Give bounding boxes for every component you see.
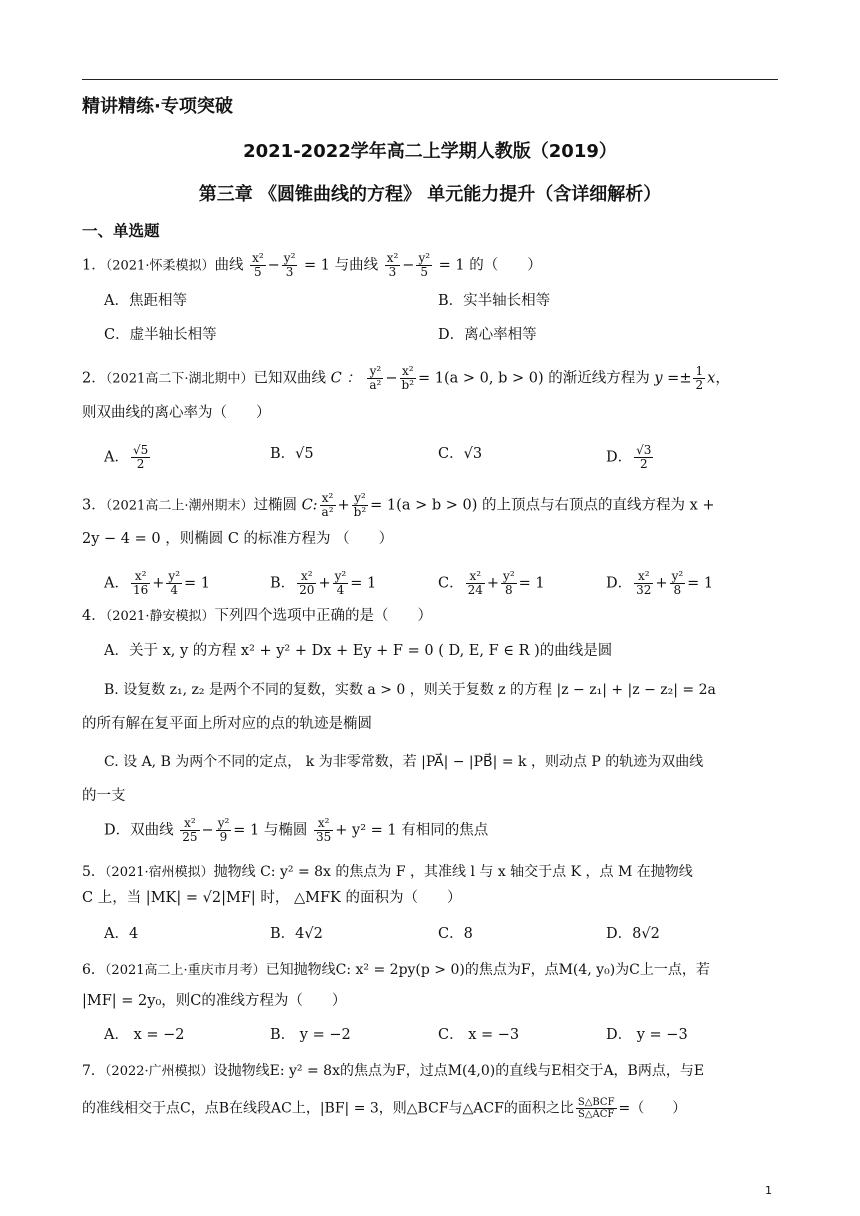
question-7: 7．（2022·广州模拟）设抛物线E: y² = 8x的焦点为F，过点M(4,0)的直线与E相交于A，B两点，与E [82, 1063, 705, 1079]
top-rule [82, 79, 778, 80]
q5-option-d: D．8√2 [606, 926, 660, 942]
section-heading: 一、单选题 [82, 222, 160, 240]
q1-option-c: C．虚半轴长相等 [104, 327, 217, 343]
question-5-line-2: C 上，当 |MK| = √2|MF| 时， △MFK 的面积为（ ） [82, 890, 462, 906]
question-3: 3．（2021高二上·潮州期末）过椭圆 C: $\frac{\text{x²}}{\text{a²}}$ + $\frac{\text{y²}}{\text{b²}}$ = 1(a > b > 0) 的上顶点与右顶点的直线方程为 x + [82, 491, 715, 519]
q4-option-b-cont: 的所有解在复平面上所对应的点的轨迹是椭圆 [82, 716, 372, 732]
q3-option-d: D． $\frac{\text{x²}}{32}$ + $\frac{\text{y²}}{8}$ = 1 [606, 569, 714, 597]
q5-option-c: C．8 [438, 926, 473, 942]
question-2-line-2: 则双曲线的离心率为（ ） [82, 405, 271, 421]
q6-option-b: B． y = −2 [270, 1027, 351, 1043]
q3-option-a: A． $\frac{\text{x²}}{16}$ + $\frac{\text{y²}}{4}$ = 1 [104, 569, 210, 597]
q2-option-b: B．√5 [270, 446, 314, 462]
question-4: 4．（2021·静安模拟）下列四个选项中正确的是（ ） [82, 608, 432, 624]
q4-option-c: C. 设 A, B 为两个不同的定点， k 为非零常数，若 |PA⃗| − |PB⃗| = k ，则动点 P 的轨迹为双曲线 [104, 754, 704, 770]
question-3-line-2: 2y − 4 = 0 ，则椭圆 C 的标准方程为 （ ） [82, 531, 394, 547]
q4-option-d: D．双曲线 $\frac{\text{x²}}{25}$ − $\frac{\text{y²}}{9}$ = 1 与椭圆 $\frac{\text{x²}}{35}$ + y² = 1 有相同的焦点 [104, 816, 489, 844]
question-6-line-2: |MF| = 2y₀，则C的准线方程为（ ） [82, 993, 347, 1009]
q2-option-d: D． $\frac{√3}{2}$ [606, 443, 652, 471]
question-1: 1．（2021·怀柔模拟）曲线 $\frac{\text{x²}}{5}$ − $\frac{\text{y²}}{3}$ = 1 与曲线 $\frac{\text{x²}}{3}$ − $\frac{\text{y²}}{5}$ = 1 的（ ） [82, 251, 542, 279]
q2-option-a: A． $\frac{√5}{2}$ [104, 443, 149, 471]
q6-option-c: C． x = −3 [438, 1027, 520, 1043]
q4-option-a: A．关于 x, y 的方程 x² + y² + Dx + Ey + F = 0 ( D, E, F ∈ R )的曲线是圆 [104, 643, 613, 659]
title-line-1: 2021-2022学年高二上学期人教版（2019） [243, 141, 617, 162]
q1-option-b: B．实半轴长相等 [438, 293, 551, 309]
q3-option-c: C． $\frac{\text{x²}}{24}$ + $\frac{\text{y²}}{8}$ = 1 [438, 569, 545, 597]
question-5: 5．（2021·宿州模拟）抛物线 C: y² = 8x 的焦点为 F ，其准线 l 与 x 轴交于点 K ，点 M 在抛物线 [82, 864, 693, 880]
q1-option-a: A．焦距相等 [104, 293, 187, 309]
series-header: 精讲精练·专项突破 [82, 96, 233, 117]
title-line-2: 第三章 《圆锥曲线的方程》 单元能力提升（含详细解析） [198, 184, 662, 205]
question-6: 6．（2021高二上·重庆市月考）已知抛物线C: x² = 2py(p > 0)的焦点为F，点M(4, y₀)为C上一点，若 [82, 962, 710, 978]
q2-option-c: C．√3 [438, 446, 483, 462]
q6-option-a: A． x = −2 [104, 1027, 185, 1043]
question-2: 2．（2021高二下·湖北期中）已知双曲线 C ： $\frac{\text{y²}}{\text{a²}}$ − $\frac{\text{x²}}{\text{b²}}$ = 1(a > 0, b > 0) 的渐近线方程为 y =± $\frac{1}{2}$ x， [82, 364, 730, 392]
q1-option-d: D．离心率相等 [438, 327, 537, 343]
q6-option-d: D． y = −3 [606, 1027, 688, 1043]
q5-option-b: B．4√2 [270, 926, 323, 942]
q5-option-a: A．4 [104, 926, 139, 942]
q4-option-b: B. 设复数 z₁, z₂ 是两个不同的复数，实数 a > 0 ，则关于复数 z 的方程 |z − z₁| + |z − z₂| = 2a [104, 682, 716, 698]
page-number: 1 [765, 1184, 772, 1197]
q4-option-c-cont: 的一支 [82, 788, 126, 804]
q3-option-b: B． $\frac{\text{x²}}{20}$ + $\frac{\text{y²}}{4}$ = 1 [270, 569, 377, 597]
question-7-line-2: 的准线相交于点C，点B在线段AC上，|BF| = 3，则△BCF与△ACF的面积之比 $\frac{\text{S△BCF}}{\text{S△ACF}}$ =（ ） [82, 1097, 687, 1120]
